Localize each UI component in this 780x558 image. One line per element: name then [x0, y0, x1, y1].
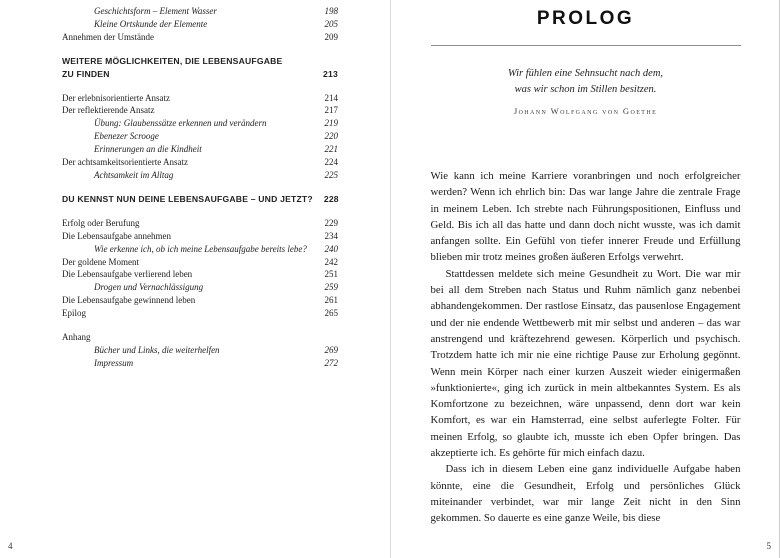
toc-entry-label: Übung: Glaubenssätze erkennen und verändern — [94, 118, 267, 129]
toc-entry-page: 221 — [324, 144, 338, 155]
body-text — [431, 168, 741, 527]
paragraph: Dass ich in diesem Leben eine ganz individuelle Aufgabe haben könnte, eine die Gesundheit, Erfolg und persönliches Glück miteinander verbindet, war mir lange Zeit nicht in den Sinn gekommen. So dauerte es eine ganze Weile, bis diese — [430, 463, 741, 525]
page-right — [391, 0, 780, 558]
toc-entry-page: 272 — [324, 357, 338, 368]
toc-entry — [62, 331, 338, 344]
toc-entry-label: Erfolg oder Berufung — [62, 217, 140, 228]
toc-entry — [62, 344, 338, 357]
toc-entry-label: Die Lebensaufgabe gewinnend leben — [62, 295, 196, 306]
toc-entry-label: Geschichtsform – Element Wasser — [94, 6, 217, 16]
toc-entry-label: Impressum — [94, 357, 134, 368]
toc-entry-label: WEITERE MÖGLICHKEITEN, DIE LEBENSAUFGABE — [62, 55, 283, 66]
toc-entry-label: Anhang — [62, 332, 91, 343]
toc-entry-label: Ebenezer Scrooge — [94, 131, 159, 142]
toc-entry-page: 205 — [324, 18, 338, 29]
epigraph-quote — [431, 66, 741, 119]
toc-entry — [62, 130, 338, 143]
toc-entry-label: Die Lebensaufgabe annehmen — [62, 230, 171, 241]
toc-entry-label: Wie erkenne ich, ob ich meine Lebensaufgabe bereits lebe? — [94, 243, 307, 254]
right-page-content — [431, 8, 741, 527]
toc-entry — [62, 55, 338, 68]
toc-entry — [62, 243, 338, 256]
toc-entry — [62, 268, 338, 281]
page-number-left: 4 — [8, 541, 13, 551]
toc-entry — [62, 357, 338, 370]
quote-line-2: was wir schon im Stillen besitzen. — [514, 84, 657, 95]
toc-entry-label: Der reflektierende Ansatz — [62, 105, 155, 116]
toc-entry — [62, 68, 338, 81]
toc-entry-page: 269 — [324, 344, 338, 355]
toc-entry — [62, 5, 338, 18]
toc-entry — [62, 18, 338, 31]
toc-entry-page: 259 — [324, 282, 338, 293]
toc-entry — [62, 143, 338, 156]
toc-entry-label: Achtsamkeit im Alltag — [94, 169, 174, 180]
toc-entry — [62, 193, 338, 206]
toc-entry-page: 214 — [324, 92, 338, 103]
toc-entry-label: DU KENNST NUN DEINE LEBENSAUFGABE – UND JETZT? — [62, 193, 313, 204]
toc-entry-label: Annehmen der Umstände — [62, 31, 154, 42]
toc-entry — [62, 281, 338, 294]
toc-entry-page: 229 — [324, 217, 338, 228]
toc-entry-label: Der erlebnisorientierte Ansatz — [62, 92, 170, 103]
toc-entry-label: Epilog — [62, 308, 86, 319]
toc-entry-page: 198 — [324, 6, 338, 16]
toc-entry-page: 251 — [324, 269, 338, 280]
quote-line-1: Wir fühlen eine Sehnsucht nach dem, — [507, 68, 664, 79]
toc-entry-page: 225 — [324, 169, 338, 180]
toc-entry-page: 213 — [323, 68, 338, 79]
table-of-contents — [62, 5, 338, 370]
toc-entry — [62, 217, 338, 230]
toc-entry — [62, 31, 338, 44]
toc-entry — [62, 117, 338, 130]
toc-entry-page: 224 — [324, 157, 338, 168]
page-number-right: 5 — [766, 541, 771, 551]
toc-entry-label: Die Lebensaufgabe verlierend leben — [62, 269, 193, 280]
paragraph: Wie kann ich meine Karriere voranbringen und noch erfolgreicher werden? Wenn ich ehrlich bin: Das war lange Jahre die zentrale Frage in meinem Leben. Ich strebte nach Führungspositionen, Einfluss und Geld. Bis ich all das hatte und dann doch nicht wusste, was ich damit anfangen sollte. Ein Gefühl von tiefer innerer Freude und Erfüllung blieben mir trotz meines großen äußeren Erfolgs verwehrt. — [430, 170, 741, 264]
toc-entry-label: ZU FINDEN — [62, 68, 110, 79]
toc-entry-page: 240 — [324, 243, 338, 254]
toc-entry — [62, 307, 338, 320]
toc-entry-label: Erinnerungen an die Kindheit — [94, 144, 202, 155]
title-rule — [431, 45, 741, 46]
toc-entry-page: 234 — [324, 230, 338, 241]
toc-entry-page: 219 — [324, 118, 338, 129]
toc-entry-page: 261 — [324, 295, 338, 306]
toc-entry-page: 228 — [323, 193, 339, 204]
toc-entry-page: 242 — [324, 256, 338, 267]
chapter-title: PROLOG — [536, 8, 635, 29]
toc-entry-page: 265 — [324, 308, 338, 319]
toc-entry-page: 209 — [324, 31, 338, 42]
quote-attribution: Johann Wolfgang von Goethe — [513, 106, 658, 116]
toc-entry — [62, 230, 338, 243]
toc-entry-label: Bücher und Links, die weiterhelfen — [94, 344, 220, 355]
paragraph: Stattdessen meldete sich meine Gesundheit zu Wort. Die war mir bei all dem Streben nach Status und Ruhm nämlich ganz nebenbei abhandengekommen. Der rastlose Einsatz, das pausenlose Engagement und der nie endende Wettbewerb mit mir selbst und anderen – das war anstrengend und kräftezehrend gewesen. Körperlich und psychisch. Trotzdem hatte ich mir nie eine richtige Pause zur Erholung gegönnt. Wenn mein Körper nach einer kurzen Auszeit wieder einigermaßen »funktionierte«, ging ich zurück in mein altbekanntes System. Es als Komfortzone zu bezeichnen, wäre unpassend, denn dort war kein Komfort, es war ein Hamsterrad, eine selbst auferlegte Folter. Für meinen Erfolg, so glaubte ich, musste ich eben Opfer bringen. Das akzeptierte ich. Es gehörte für mich einfach dazu. — [430, 267, 741, 460]
toc-entry — [62, 256, 338, 269]
toc-entry-label: Kleine Ortskunde der Elemente — [94, 18, 208, 29]
toc-entry-label: Der achtsamkeitsorientierte Ansatz — [62, 157, 188, 168]
toc-entry-page: 217 — [324, 105, 338, 116]
toc-entry-label: Der goldene Moment — [62, 256, 139, 267]
toc-entry-label: Drogen und Vernachlässigung — [94, 282, 204, 293]
toc-entry — [62, 169, 338, 182]
toc-entry-page: 220 — [324, 131, 338, 142]
toc-entry — [62, 92, 338, 105]
toc-entry — [62, 294, 338, 307]
toc-entry — [62, 156, 338, 169]
toc-entry — [62, 104, 338, 117]
